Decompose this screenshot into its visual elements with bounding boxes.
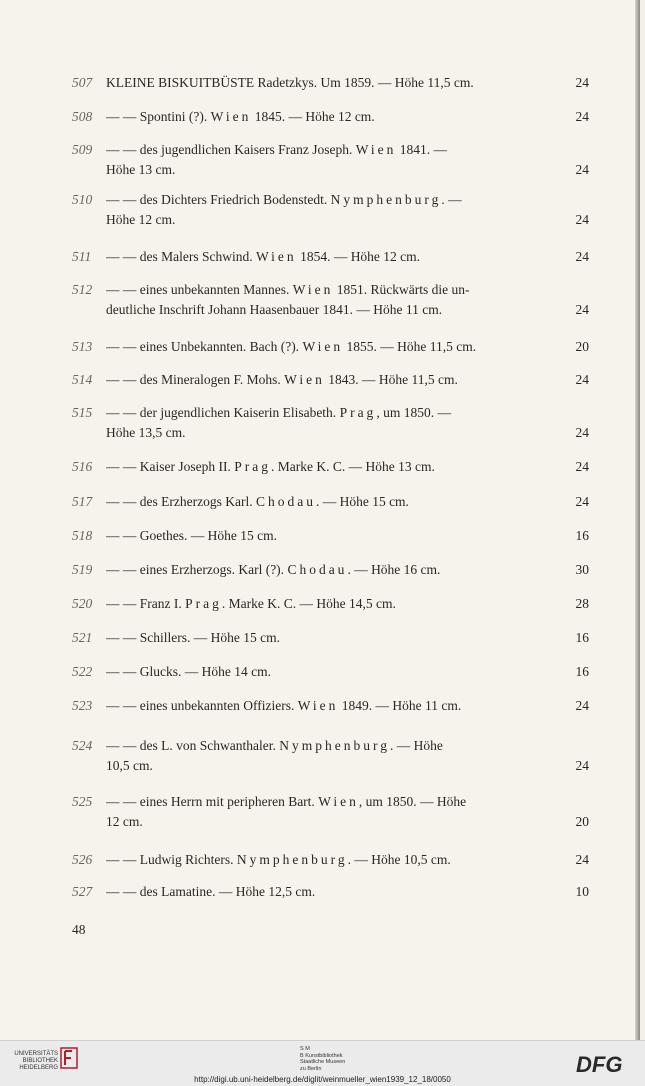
spaced-place-name: Wien <box>292 282 334 297</box>
entry-text <box>106 628 568 648</box>
catalog-entry <box>72 526 589 546</box>
university-name: UNIVERSITÄTS BIBLIOTHEK HEIDELBERG <box>14 1051 58 1071</box>
entry-number: 520 <box>72 596 93 611</box>
entry-text-part: — — Kaiser Joseph II. <box>106 459 235 474</box>
entry-price: 28 <box>575 596 589 611</box>
entry-text <box>106 526 568 546</box>
entry-price: 20 <box>575 339 589 354</box>
entry-text-part: — — des jugendlichen Kaisers Franz Joseph. <box>106 142 356 157</box>
entry-line <box>106 662 589 682</box>
entry-continuation-line <box>106 300 589 320</box>
catalog-entry <box>72 107 589 127</box>
entry-price: 24 <box>575 758 589 773</box>
entry-text-part: 1841. — <box>396 142 448 157</box>
entry-text-part: . — Höhe <box>389 738 443 753</box>
entry-price: 24 <box>575 212 589 227</box>
entry-line <box>106 457 589 477</box>
entry-line <box>106 850 589 870</box>
entry-continuation-line <box>106 210 589 230</box>
spaced-place-name: Wien <box>302 339 344 354</box>
entry-text-part: 1843. — Höhe 11,5 cm. <box>324 372 458 387</box>
entry-price: 24 <box>575 249 589 264</box>
entry-text-part: — — Ludwig Richters. <box>106 852 237 867</box>
entry-price: 24 <box>575 109 589 124</box>
entry-number: 511 <box>72 249 92 264</box>
entry-price: 16 <box>575 528 589 543</box>
entry-text-part: . — Höhe 10,5 cm. <box>347 852 451 867</box>
entry-price: 24 <box>575 75 589 90</box>
entry-continuation: Höhe 13,5 cm. <box>106 425 186 440</box>
entry-text <box>106 280 589 300</box>
entry-price: 24 <box>575 494 589 509</box>
entry-continuation-line <box>106 423 589 443</box>
entry-text <box>106 403 589 423</box>
entry-text-part: 1849. — Höhe 11 cm. <box>338 698 462 713</box>
catalog-entry <box>72 628 589 648</box>
entry-text-part: — — Schillers. — Höhe 15 cm. <box>106 630 280 645</box>
entry-number: 522 <box>72 664 93 679</box>
entry-text-part: — — eines unbekannten Offiziers. <box>106 698 298 713</box>
spaced-place-name: Wien <box>355 142 397 157</box>
catalog-entry <box>72 736 589 776</box>
entry-line <box>106 792 589 812</box>
catalog-entry <box>72 882 589 902</box>
spaced-place-name: Nymphenburg <box>330 192 442 207</box>
entry-text <box>106 882 568 902</box>
spaced-place-name: Prag <box>339 405 377 420</box>
entry-number: 517 <box>72 494 93 509</box>
entry-text <box>106 247 568 267</box>
entry-text-part: 1854. — Höhe 12 cm. <box>296 249 421 264</box>
entry-text <box>106 736 589 756</box>
spaced-place-name: Prag <box>185 596 222 611</box>
entry-price: 24 <box>575 459 589 474</box>
spaced-place-name: Chodau <box>287 562 348 577</box>
entry-line <box>106 736 589 756</box>
entry-price: 20 <box>575 814 589 829</box>
page-edge <box>635 0 640 1040</box>
entry-continuation: 12 cm. <box>106 814 143 829</box>
entry-line <box>106 492 589 512</box>
entry-line <box>106 882 589 902</box>
catalog-entry <box>72 850 589 870</box>
entry-text-part: — — Goethes. — Höhe 15 cm. <box>106 528 277 543</box>
entry-price: 16 <box>575 630 589 645</box>
entry-continuation-line <box>106 756 589 776</box>
entry-text-part: , um 1850. — Höhe <box>358 794 467 809</box>
entry-text <box>106 457 568 477</box>
entry-number: 512 <box>72 282 93 297</box>
entry-line <box>106 370 589 390</box>
entry-text-part: — — eines Erzherzogs. Karl (?). <box>106 562 288 577</box>
entry-text-part: — — eines Herrn mit peripheren Bart. <box>106 794 319 809</box>
spaced-place-name: Nymphenburg <box>279 738 390 753</box>
entry-text-part: — — Franz I. <box>106 596 186 611</box>
entry-continuation: Höhe 13 cm. <box>106 162 176 177</box>
entry-price: 24 <box>575 852 589 867</box>
spaced-place-name: Chodau <box>255 494 316 509</box>
entry-number: 519 <box>72 562 93 577</box>
entry-text-part: — — Spontini (?). <box>106 109 211 124</box>
entry-text-part: — — des Lamatine. — Höhe 12,5 cm. <box>106 884 316 899</box>
entry-line <box>106 696 589 716</box>
entry-text <box>106 190 589 210</box>
catalog-entry <box>72 337 589 357</box>
catalog-entry <box>72 370 589 390</box>
entry-text-part: . Marke K. C. — Höhe 13 cm. <box>270 459 435 474</box>
entry-line <box>106 107 589 127</box>
entry-text <box>106 337 568 357</box>
entry-continuation: Höhe 12 cm. <box>106 212 176 227</box>
entry-text <box>106 594 568 614</box>
catalog-entry <box>72 190 589 230</box>
entry-line <box>106 190 589 210</box>
entry-text-part: KLEINE BISKUITBÜSTE Radetzkys. Um 1859. — Höhe 11,5 cm. <box>106 75 474 90</box>
entry-price: 24 <box>575 698 589 713</box>
source-url-link[interactable]: http://digi.ub.uni-heidelberg.de/diglit/weinmueller_wien1939_12_18/0050 <box>194 1075 451 1084</box>
entry-number: 515 <box>72 405 93 420</box>
entry-line <box>106 140 589 160</box>
entry-text <box>106 492 568 512</box>
catalog-entry <box>72 594 589 614</box>
entry-number: 508 <box>72 109 93 124</box>
museum-credit: S M B Kunstbibliothek Staatliche Museen zu Berlin <box>300 1046 346 1072</box>
entry-text-part: . — Höhe 15 cm. <box>315 494 409 509</box>
entry-text <box>106 107 568 127</box>
entry-text-part: — — eines Unbekannten. Bach (?). <box>106 339 303 354</box>
entry-line <box>106 247 589 267</box>
entry-line <box>106 403 589 423</box>
spaced-place-name: Wien <box>318 794 359 809</box>
catalog-entry <box>72 280 589 320</box>
entry-number: 523 <box>72 698 93 713</box>
entry-text <box>106 73 568 93</box>
entry-continuation: 10,5 cm. <box>106 758 153 773</box>
spaced-place-name: Prag <box>234 459 271 474</box>
entry-number: 507 <box>72 75 93 90</box>
entry-text <box>106 850 568 870</box>
entry-number: 509 <box>72 142 93 157</box>
entry-price: 30 <box>575 562 589 577</box>
page-number: 48 <box>72 922 86 937</box>
entry-text-part: — — des L. von Schwanthaler. <box>106 738 280 753</box>
entry-number: 525 <box>72 794 93 809</box>
entry-price: 24 <box>575 302 589 317</box>
entry-number: 527 <box>72 884 93 899</box>
entry-number: 516 <box>72 459 93 474</box>
entry-text <box>106 560 568 580</box>
catalog-entry <box>72 696 589 716</box>
entry-number: 524 <box>72 738 93 753</box>
entry-line <box>106 628 589 648</box>
entry-text-part: — — der jugendlichen Kaiserin Elisabeth. <box>106 405 340 420</box>
catalog-entry <box>72 140 589 180</box>
entry-text-part: . — <box>441 192 462 207</box>
catalog-entry <box>72 492 589 512</box>
entry-text-part: — — eines unbekannten Mannes. <box>106 282 293 297</box>
entry-text <box>106 792 589 812</box>
entry-text-part: — — des Erzherzogs Karl. <box>106 494 256 509</box>
entry-text-part: 1845. — Höhe 12 cm. <box>251 109 375 124</box>
entry-price: 24 <box>575 425 589 440</box>
entry-number: 521 <box>72 630 93 645</box>
dfg-logo: DFG <box>576 1052 623 1077</box>
entry-text <box>106 140 589 160</box>
entry-line <box>106 560 589 580</box>
entry-number: 526 <box>72 852 93 867</box>
entry-continuation: deutliche Inschrift Johann Haasenbauer 1841. — Höhe 11 cm. <box>106 302 443 317</box>
entry-price: 10 <box>575 884 589 899</box>
entry-text-part: . Marke K. C. — Höhe 14,5 cm. <box>221 596 396 611</box>
entry-text <box>106 662 568 682</box>
catalog-entry <box>72 560 589 580</box>
entry-text-part: 1855. — Höhe 11,5 cm. <box>343 339 477 354</box>
catalog-entry <box>72 403 589 443</box>
spaced-place-name: Wien <box>255 249 297 264</box>
footer-bar <box>0 1040 645 1086</box>
entry-price: 24 <box>575 372 589 387</box>
spaced-place-name: Wien <box>297 698 339 713</box>
spaced-place-name: Wien <box>284 372 325 387</box>
entry-text-part: , um 1850. — <box>376 405 451 420</box>
entry-line <box>106 337 589 357</box>
entry-line <box>106 280 589 300</box>
catalog-entry <box>72 662 589 682</box>
entry-price: 24 <box>575 162 589 177</box>
entry-text-part: — — Glucks. — Höhe 14 cm. <box>106 664 271 679</box>
catalog-entry <box>72 792 589 832</box>
entry-number: 518 <box>72 528 93 543</box>
entry-number: 514 <box>72 372 93 387</box>
entry-continuation-line <box>106 160 589 180</box>
entry-text-part: — — des Mineralogen F. Mohs. <box>106 372 285 387</box>
entry-text-part: . — Höhe 16 cm. <box>347 562 441 577</box>
spaced-place-name: Nymphenburg <box>236 852 348 867</box>
entry-line <box>106 526 589 546</box>
entry-text-part: — — des Dichters Friedrich Bodenstedt. <box>106 192 331 207</box>
entry-text <box>106 370 568 390</box>
entry-number: 513 <box>72 339 93 354</box>
entry-number: 510 <box>72 192 93 207</box>
entry-continuation-line <box>106 812 589 832</box>
entry-line <box>106 73 589 93</box>
spaced-place-name: Wien <box>210 109 252 124</box>
entry-text-part: 1851. Rückwärts die un- <box>333 282 470 297</box>
entry-text <box>106 696 568 716</box>
catalog-entry <box>72 457 589 477</box>
catalog-entry <box>72 247 589 267</box>
university-logo-icon <box>60 1047 78 1069</box>
entry-line <box>106 594 589 614</box>
catalog-entry <box>72 73 589 93</box>
entry-text-part: — — des Malers Schwind. <box>106 249 256 264</box>
entry-price: 16 <box>575 664 589 679</box>
